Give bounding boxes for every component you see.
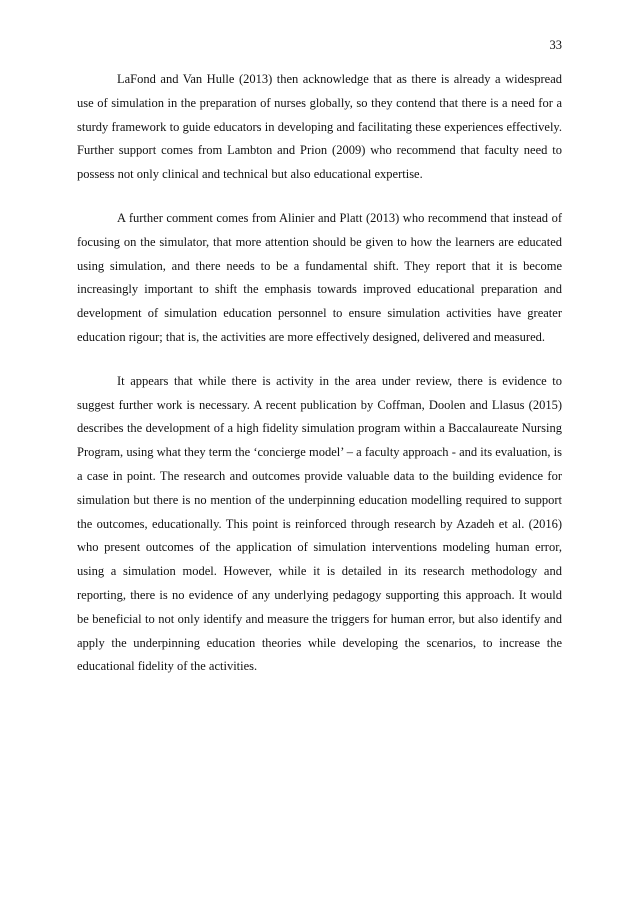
- paragraph-lafond-van-hulle: LaFond and Van Hulle (2013) then acknowledge that as there is already a widespread use of simulation in the preparation of nurses globally, so they contend that there is a need for a sturdy framework to guide educators in developing and facilitating these experiences effectively. Further support comes from Lambton and Prion (2009) who recommend that faculty need to possess not only clinical and technical but also educational expertise.: [77, 72, 562, 182]
- paragraph-activity-review: It appears that while there is activity in the area under review, there is evidence to suggest further work is necessary. A recent publication by Coffman, Doolen and Llasus (2015) describes the development of a high fidelity simulation program within a Baccalaureate Nursing Program, using what they term the ‘concierge model’ – a faculty approach - and its evaluation, is a case in point. The research and outcomes provide valuable data to the building evidence for simulation but there is no mention of the underpinning education modelling required to support the outcomes, educationally. This point is reinforced through research by Azadeh et al. (2016) who present outcomes of the application of simulation interventions modeling human error, using a simulation model. However, while it is detailed in its research methodology and reporting, there is no evidence of any underlying pedagogy supporting this approach. It would be beneficial to not only identify and measure the triggers for human error, but also identify and apply the underpinning education theories while developing the scenarios, to increase the educational fidelity of the activities.: [77, 373, 562, 674]
- paragraph-alinier-platt: A further comment comes from Alinier and Platt (2013) who recommend that instead of focusing on the simulator, that more attention should be given to how the learners are educated using simulation, and there needs to be a fundamental shift. They report that it is become increasingly important to shift the emphasis towards improved educational preparation and development of simulation education personnel to ensure simulation activities have greater education rigour; that is, the activities are more effectively designed, delivered and measured.: [77, 210, 562, 344]
- body-text: [77, 68, 562, 699]
- page-number: 33: [549, 38, 562, 52]
